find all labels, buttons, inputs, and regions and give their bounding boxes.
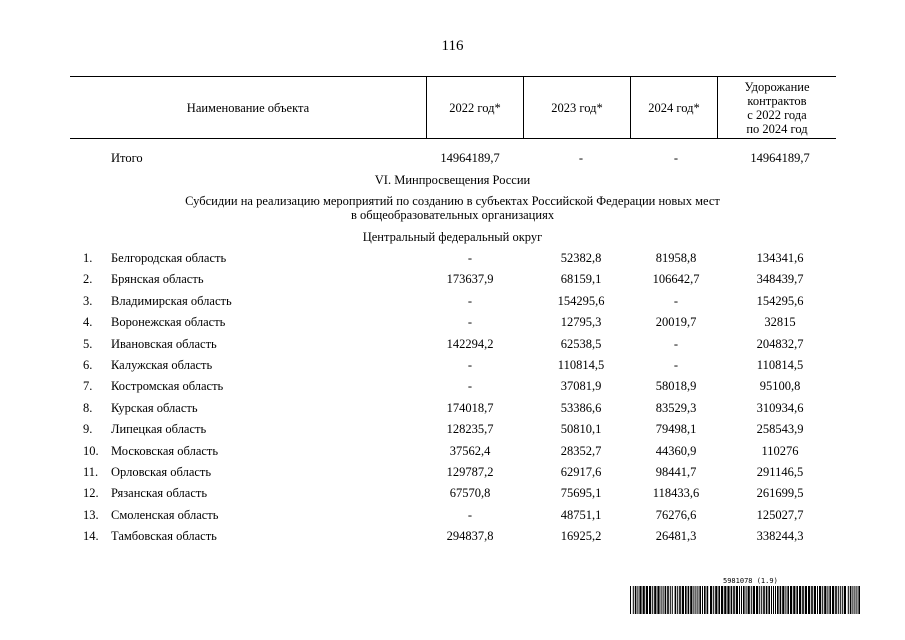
barcode-bar <box>824 586 826 614</box>
row-number: 10. <box>83 443 99 458</box>
row-2022: 142294,2 <box>446 336 494 351</box>
barcode-bar <box>852 586 853 614</box>
row-2022: 174018,7 <box>446 400 494 415</box>
row-number: 13. <box>83 507 99 522</box>
barcode-bar <box>748 586 750 614</box>
district-title: Центральный федеральный округ <box>362 230 543 244</box>
barcode-bar <box>771 586 772 614</box>
row-2024: 76276,6 <box>655 507 697 522</box>
row-2024: 20019,7 <box>655 315 697 330</box>
barcode-bar <box>814 586 816 614</box>
barcode-bar <box>699 586 701 614</box>
barcode-bar <box>718 586 720 614</box>
row-number: 14. <box>83 529 99 544</box>
barcode-bar <box>753 586 755 614</box>
row-number: 6. <box>83 358 93 372</box>
row-2024: 98441,7 <box>655 465 697 479</box>
row-2023: 37081,9 <box>560 379 602 394</box>
row-2022: 37562,4 <box>449 443 491 458</box>
row-name: Костромская область <box>111 379 224 394</box>
subsidy-title-line-2: в общеобразовательных организациях <box>350 208 555 222</box>
header-2022: 2022 год* <box>449 100 501 115</box>
row-2023: 52382,8 <box>560 251 602 265</box>
row-name: Белгородская область <box>111 251 227 265</box>
row-number: 12. <box>83 486 99 501</box>
table-header <box>70 76 836 139</box>
barcode-bar <box>761 586 762 614</box>
row-2023: 110814,5 <box>557 358 605 372</box>
barcode-bar <box>675 586 677 614</box>
total-2023: - <box>578 151 584 165</box>
barcode-bar <box>775 586 776 614</box>
barcode-bar <box>663 586 664 614</box>
barcode-bar <box>759 586 760 614</box>
header-2024: 2024 год* <box>648 100 700 115</box>
subsidy-title-line-1: Субсидии на реализацию мероприятий по созданию в субъектах Российской Федерации новых мест <box>185 194 720 208</box>
row-2023: 28352,7 <box>560 443 602 458</box>
row-2022: 173637,9 <box>446 272 494 287</box>
barcode-bar <box>817 586 818 614</box>
barcode-bar <box>652 586 653 614</box>
row-number: 5. <box>83 336 93 351</box>
row-increase: 348439,7 <box>756 272 804 287</box>
row-name: Калужская область <box>111 358 213 372</box>
barcode-bar <box>635 586 637 614</box>
row-2022: - <box>467 251 473 265</box>
row-2023: 62917,6 <box>560 465 602 479</box>
barcode-bar <box>805 586 807 614</box>
barcode-bar <box>707 586 709 614</box>
barcode-bar <box>796 586 798 614</box>
barcode-bar <box>766 586 768 614</box>
row-increase: 32815 <box>764 315 796 330</box>
header-increase <box>718 77 836 138</box>
row-name: Курская область <box>111 400 198 415</box>
row-name: Московская область <box>111 443 219 458</box>
barcode-bar <box>856 586 857 614</box>
barcode-bar <box>842 586 843 614</box>
row-increase: 338244,3 <box>756 529 804 544</box>
barcode-bar <box>832 586 834 614</box>
barcode-bar <box>780 586 782 614</box>
row-2024: 58018,9 <box>655 379 697 394</box>
barcode-bar <box>827 586 828 614</box>
barcode-bar <box>790 586 792 614</box>
barcode-bar <box>819 586 821 614</box>
barcode-bar <box>743 586 745 614</box>
barcode-bar <box>688 586 690 614</box>
total-increase: 14964189,7 <box>750 151 810 165</box>
barcode-bar <box>665 586 667 614</box>
table-row <box>0 422 905 442</box>
barcode-bar <box>657 586 659 614</box>
row-number: 11. <box>83 465 99 479</box>
barcode-bar <box>704 586 706 614</box>
row-name: Тамбовская область <box>111 529 217 544</box>
barcode-bar <box>693 586 694 614</box>
row-increase: 110276 <box>761 443 799 458</box>
barcode-bar <box>630 586 631 614</box>
header-increase-line: с 2022 года <box>747 108 807 122</box>
barcode-bar <box>646 586 648 614</box>
row-name: Воронежская область <box>111 315 226 330</box>
row-increase: 204832,7 <box>756 336 804 351</box>
row-2023: 12795,3 <box>560 315 602 330</box>
barcode-bar <box>787 586 789 614</box>
barcode-bar <box>672 586 673 614</box>
barcode-bar <box>639 586 641 614</box>
table-row <box>0 444 905 464</box>
row-2023: 16925,2 <box>560 529 602 544</box>
row-2024: 26481,3 <box>655 529 697 544</box>
barcode-bar <box>677 586 678 614</box>
row-2023: 53386,6 <box>560 400 602 415</box>
row-name: Рязанская область <box>111 486 208 501</box>
row-2024: 79498,1 <box>655 422 697 437</box>
barcode-bar <box>777 586 779 614</box>
barcode-bar <box>829 586 831 614</box>
barcode-bar <box>746 586 747 614</box>
row-2023: 68159,1 <box>560 272 602 287</box>
barcode-bar <box>733 586 735 614</box>
row-increase: 154295,6 <box>756 293 804 308</box>
barcode-bar <box>858 586 860 614</box>
barcode-bar <box>654 586 656 614</box>
row-increase: 110814,5 <box>756 358 804 372</box>
table-row <box>0 508 905 528</box>
barcode-bar <box>799 586 801 614</box>
table-row <box>0 337 905 357</box>
barcode-bar <box>736 586 738 614</box>
barcode-bar <box>682 586 684 614</box>
barcode-bar <box>773 586 774 614</box>
barcode-bar <box>822 586 823 614</box>
row-number: 2. <box>83 272 93 287</box>
barcode-bar <box>768 586 770 614</box>
row-number: 8. <box>83 400 93 415</box>
total-2024: - <box>673 151 679 165</box>
row-increase: 258543,9 <box>756 422 804 437</box>
row-increase: 310934,6 <box>756 400 804 415</box>
row-name: Ивановская область <box>111 336 217 351</box>
row-name: Брянская область <box>111 272 204 287</box>
row-2024: 44360,9 <box>655 443 697 458</box>
row-2022: - <box>467 358 473 372</box>
barcode-bar <box>661 586 662 614</box>
row-increase: 134341,6 <box>756 251 804 265</box>
table-row <box>0 358 905 378</box>
barcode-bar <box>844 586 846 614</box>
barcode-bar <box>710 586 712 614</box>
barcode-bar <box>713 586 714 614</box>
barcode-bar <box>695 586 696 614</box>
barcode-bar <box>727 586 729 614</box>
barcode-bar <box>667 586 669 614</box>
total-row <box>0 151 905 171</box>
row-name: Липецкая область <box>111 422 207 437</box>
barcode-bar <box>793 586 795 614</box>
barcode-bar <box>690 586 692 614</box>
barcode-bar <box>802 586 804 614</box>
row-2022: - <box>467 293 473 308</box>
table-row <box>0 465 905 485</box>
row-2024: 81958,8 <box>655 251 697 265</box>
barcode-bar <box>785 586 786 614</box>
barcode-bar <box>739 586 740 614</box>
barcode-bar <box>715 586 717 614</box>
barcode-bar <box>751 586 752 614</box>
row-increase: 95100,8 <box>759 379 801 394</box>
row-2024: - <box>673 293 679 308</box>
row-2022: - <box>467 507 473 522</box>
row-2022: 128235,7 <box>446 422 494 437</box>
barcode-bar <box>670 586 671 614</box>
barcode-bar <box>835 586 837 614</box>
total-label: Итого <box>111 151 143 165</box>
barcode-bar <box>731 586 733 614</box>
barcode-bar <box>848 586 849 614</box>
table-row <box>0 401 905 421</box>
row-2023: 62538,5 <box>560 336 602 351</box>
row-2023: 50810,1 <box>560 422 602 437</box>
barcode-bar <box>643 586 645 614</box>
table-row <box>0 379 905 399</box>
row-2024: - <box>673 336 679 351</box>
page-number: 116 <box>441 38 464 54</box>
table-row <box>0 486 905 506</box>
section-title: VI. Минпросвещения России <box>374 173 531 187</box>
row-number: 3. <box>83 293 93 308</box>
barcode-bar <box>854 586 855 614</box>
barcode-bar <box>721 586 723 614</box>
barcode-bar <box>782 586 784 614</box>
barcode-bar <box>637 586 638 614</box>
table-row <box>0 315 905 335</box>
row-increase: 125027,7 <box>756 507 804 522</box>
header-increase-line: Удорожание <box>744 80 810 94</box>
barcode-bar <box>697 586 698 614</box>
row-name: Орловская область <box>111 465 212 479</box>
header-name-column: Наименование объекта <box>186 100 310 115</box>
row-2022: 67570,8 <box>449 486 491 501</box>
row-2022: - <box>467 315 473 330</box>
row-2023: 154295,6 <box>557 293 605 308</box>
barcode-bar <box>808 586 810 614</box>
row-increase: 261699,5 <box>756 486 804 501</box>
row-name: Смоленская область <box>111 507 219 522</box>
barcode-bar <box>724 586 726 614</box>
barcode-bar <box>838 586 839 614</box>
barcode-bar <box>702 586 703 614</box>
barcode-bar <box>850 586 852 614</box>
row-number: 7. <box>83 379 93 394</box>
header-2023: 2023 год* <box>551 100 603 115</box>
row-2024: 83529,3 <box>655 400 697 415</box>
barcode-bar <box>756 586 758 614</box>
barcode-bar <box>633 586 634 614</box>
header-increase-line: контрактов <box>747 94 807 108</box>
barcode-bar <box>649 586 651 614</box>
row-2024: 106642,7 <box>652 272 700 287</box>
row-2022: 294837,8 <box>446 529 494 544</box>
barcode-bar <box>763 586 765 614</box>
row-2024: - <box>673 358 679 372</box>
row-2022: - <box>467 379 473 394</box>
row-number: 9. <box>83 422 93 437</box>
row-2023: 75695,1 <box>560 486 602 501</box>
row-number: 4. <box>83 315 93 330</box>
barcode-bars <box>630 586 860 614</box>
table-row <box>0 272 905 292</box>
barcode-bar <box>679 586 681 614</box>
barcode-bar <box>685 586 687 614</box>
barcode-label: 5981078 (1.9) <box>723 577 778 585</box>
table-row <box>0 529 905 549</box>
total-2022: 14964189,7 <box>440 151 500 165</box>
header-increase-line: по 2024 год <box>746 122 808 136</box>
row-2024: 118433,6 <box>652 486 700 501</box>
row-increase: 291146,5 <box>756 465 804 479</box>
row-2023: 48751,1 <box>560 507 602 522</box>
table-row <box>0 251 905 271</box>
barcode <box>630 577 860 617</box>
barcode-bar <box>741 586 742 614</box>
row-2022: 129787,2 <box>446 465 494 479</box>
row-number: 1. <box>83 251 93 265</box>
barcode-bar <box>811 586 813 614</box>
table-row <box>0 294 905 314</box>
row-name: Владимирская область <box>111 293 232 308</box>
barcode-bar <box>840 586 841 614</box>
